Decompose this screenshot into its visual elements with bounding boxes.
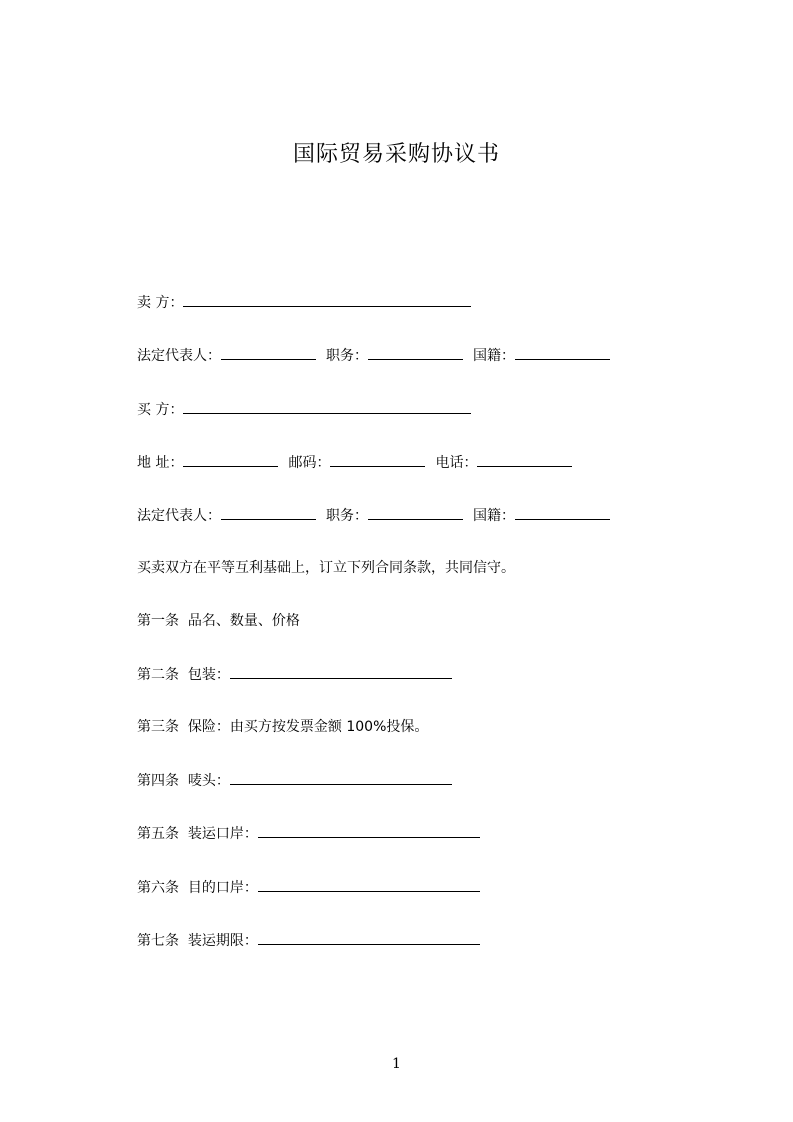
clause-text: 装运期限：	[187, 933, 258, 949]
intro-paragraph: 买卖双方在平等互利基础上，订立下列合同条款，共同信守。	[137, 560, 515, 576]
shipment-deadline-field[interactable]	[258, 930, 480, 945]
clause-1	[137, 611, 300, 631]
seller-line	[137, 292, 481, 313]
page-number: 1	[392, 1056, 401, 1072]
seller-position-field[interactable]	[368, 345, 463, 360]
legal-rep-label: 法定代表人：	[137, 508, 221, 524]
buyer-field[interactable]	[183, 399, 471, 414]
postcode-field[interactable]	[330, 452, 425, 467]
clause-4	[137, 770, 462, 791]
clause-6	[137, 877, 490, 898]
buyer-legal-rep-field[interactable]	[221, 505, 316, 520]
address-field[interactable]	[183, 452, 278, 467]
address-line	[137, 452, 582, 473]
destination-port-field[interactable]	[258, 877, 480, 892]
seller-field[interactable]	[183, 292, 471, 307]
address-label: 地 址：	[137, 455, 184, 471]
document-title: 国际贸易采购协议书	[292, 142, 500, 167]
clause-number: 第三条	[137, 719, 179, 735]
seller-nationality-field[interactable]	[515, 345, 610, 360]
buyer-legal-rep-line	[137, 505, 620, 526]
seller-legal-rep-field[interactable]	[221, 345, 316, 360]
clause-number: 第四条	[137, 773, 179, 789]
legal-rep-label: 法定代表人：	[137, 348, 221, 364]
nationality-label: 国籍：	[473, 508, 515, 524]
phone-field[interactable]	[477, 452, 572, 467]
packing-field[interactable]	[230, 664, 452, 679]
clause-5	[137, 823, 490, 844]
clause-text: 包装：	[187, 667, 230, 683]
postcode-label: 邮码：	[288, 455, 331, 471]
seller-legal-rep-line	[137, 345, 620, 366]
position-label: 职务：	[326, 508, 368, 524]
loading-port-field[interactable]	[258, 823, 480, 838]
clause-number: 第六条	[137, 880, 179, 896]
clause-3	[137, 717, 428, 737]
clause-number: 第一条	[137, 613, 179, 629]
phone-label: 电话：	[435, 455, 478, 471]
clause-2	[137, 664, 462, 685]
nationality-label: 国籍：	[473, 348, 515, 364]
buyer-line	[137, 399, 481, 420]
clause-number: 第五条	[137, 826, 179, 842]
position-label: 职务：	[326, 348, 368, 364]
clause-number: 第七条	[137, 933, 179, 949]
buyer-label: 买 方：	[137, 402, 184, 418]
clause-text: 品名、数量、价格	[187, 613, 300, 629]
clause-text: 目的口岸：	[187, 880, 258, 896]
buyer-position-field[interactable]	[368, 505, 463, 520]
clause-7	[137, 930, 490, 951]
clause-number: 第二条	[137, 667, 179, 683]
buyer-nationality-field[interactable]	[515, 505, 610, 520]
seller-label: 卖 方：	[137, 295, 184, 311]
clause-text: 唛头：	[187, 773, 230, 789]
clause-text: 装运口岸：	[187, 826, 258, 842]
clause-text: 保险：由买方按发票金额 100%投保。	[187, 719, 429, 735]
shipping-mark-field[interactable]	[230, 770, 452, 785]
